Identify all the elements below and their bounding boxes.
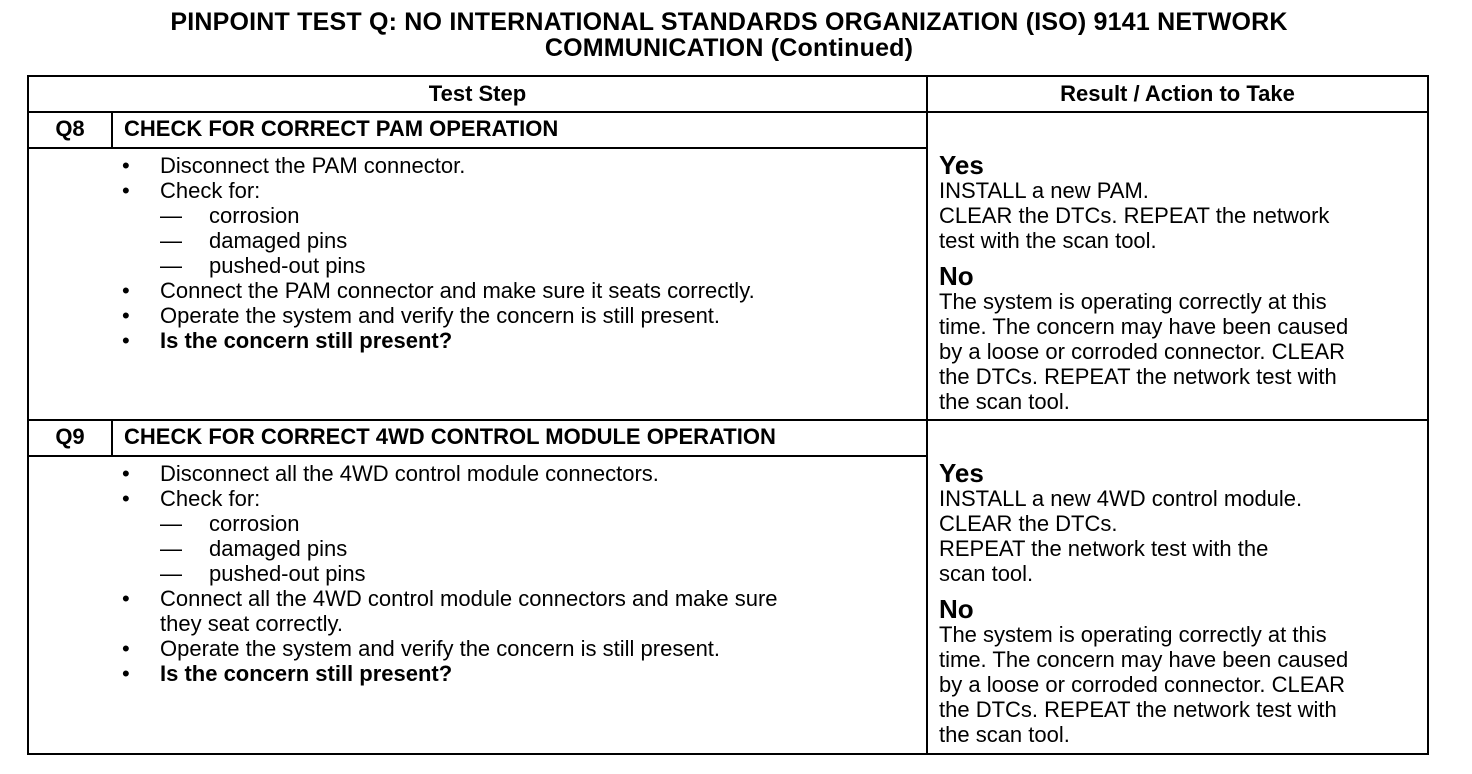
step-id-q8: Q8 [55, 116, 85, 141]
result-no-label: No [939, 594, 974, 624]
result-no-text: The system is operating correctly at this [939, 289, 1327, 314]
dash-icon: — [160, 253, 182, 278]
header-result-action: Result / Action to Take [1060, 81, 1295, 106]
result-yes-text: INSTALL a new 4WD control module. [939, 486, 1303, 511]
result-no-text: the scan tool. [939, 722, 1070, 747]
dash-icon: — [160, 536, 182, 561]
result-no-label: No [939, 261, 974, 291]
q9-heading-divider [29, 455, 927, 457]
result-yes-text: test with the scan tool. [939, 228, 1157, 253]
step-instruction: Disconnect the PAM connector. [160, 153, 466, 178]
step-instruction: Operate the system and verify the concern is still present. [160, 636, 721, 661]
step-heading-q9: CHECK FOR CORRECT 4WD CONTROL MODULE OPERATION [124, 424, 776, 449]
bullet-icon: • [122, 303, 130, 328]
step-instruction: Connect all the 4WD control module connectors and make sure [160, 586, 778, 611]
result-yes-text: INSTALL a new PAM. [939, 178, 1149, 203]
header-test-step: Test Step [428, 81, 527, 106]
dash-icon: — [160, 203, 182, 228]
step-instruction: Connect the PAM connector and make sure it seats correctly. [160, 278, 755, 303]
check-item: damaged pins [209, 536, 348, 561]
step-heading-q8: CHECK FOR CORRECT PAM OPERATION [124, 116, 559, 141]
bullet-icon: • [122, 328, 130, 353]
bullet-icon: • [122, 661, 130, 686]
check-item: damaged pins [209, 228, 348, 253]
dash-icon: — [160, 228, 182, 253]
dash-icon: — [160, 511, 182, 536]
column-divider [926, 77, 928, 753]
result-no-text: The system is operating correctly at this [939, 622, 1327, 647]
check-item: corrosion [209, 511, 300, 536]
result-yes-text: CLEAR the DTCs. [939, 511, 1118, 536]
dash-icon: — [160, 561, 182, 586]
bullet-icon: • [122, 153, 130, 178]
check-item: pushed-out pins [209, 561, 366, 586]
result-no-text: the DTCs. REPEAT the network test with [939, 697, 1337, 722]
result-yes-text: CLEAR the DTCs. REPEAT the network [939, 203, 1330, 228]
bullet-icon: • [122, 586, 130, 611]
result-yes-text: scan tool. [939, 561, 1034, 586]
bullet-icon: • [122, 178, 130, 203]
bullet-icon: • [122, 486, 130, 511]
step-instruction: Check for: [160, 486, 261, 511]
page-title-line-1: PINPOINT TEST Q: NO INTERNATIONAL STANDARDS ORGANIZATION (ISO) 9141 NETWORK [170, 8, 1288, 36]
bullet-icon: • [122, 278, 130, 303]
step-question: Is the concern still present? [160, 328, 453, 353]
step-instruction: Disconnect all the 4WD control module connectors. [160, 461, 659, 486]
result-no-text: time. The concern may have been caused [939, 314, 1349, 339]
page-title-line-2: COMMUNICATION (Continued) [544, 34, 914, 62]
result-no-text: time. The concern may have been caused [939, 647, 1349, 672]
step-instruction: Check for: [160, 178, 261, 203]
bullet-icon: • [122, 461, 130, 486]
step-question: Is the concern still present? [160, 661, 453, 686]
result-no-text: by a loose or corroded connector. CLEAR [939, 672, 1346, 697]
result-no-text: the scan tool. [939, 389, 1070, 414]
result-yes-label: Yes [939, 150, 984, 180]
check-item: corrosion [209, 203, 300, 228]
page-title [0, 9, 1458, 61]
check-item: pushed-out pins [209, 253, 366, 278]
step-instruction: they seat correctly. [160, 611, 343, 636]
result-no-text: the DTCs. REPEAT the network test with [939, 364, 1337, 389]
result-no-text: by a loose or corroded connector. CLEAR [939, 339, 1346, 364]
step-id-q9: Q9 [55, 424, 85, 449]
result-yes-label: Yes [939, 458, 984, 488]
step-instruction: Operate the system and verify the concern is still present. [160, 303, 721, 328]
result-yes-text: REPEAT the network test with the [939, 536, 1269, 561]
q8-heading-divider [29, 147, 927, 149]
bullet-icon: • [122, 636, 130, 661]
